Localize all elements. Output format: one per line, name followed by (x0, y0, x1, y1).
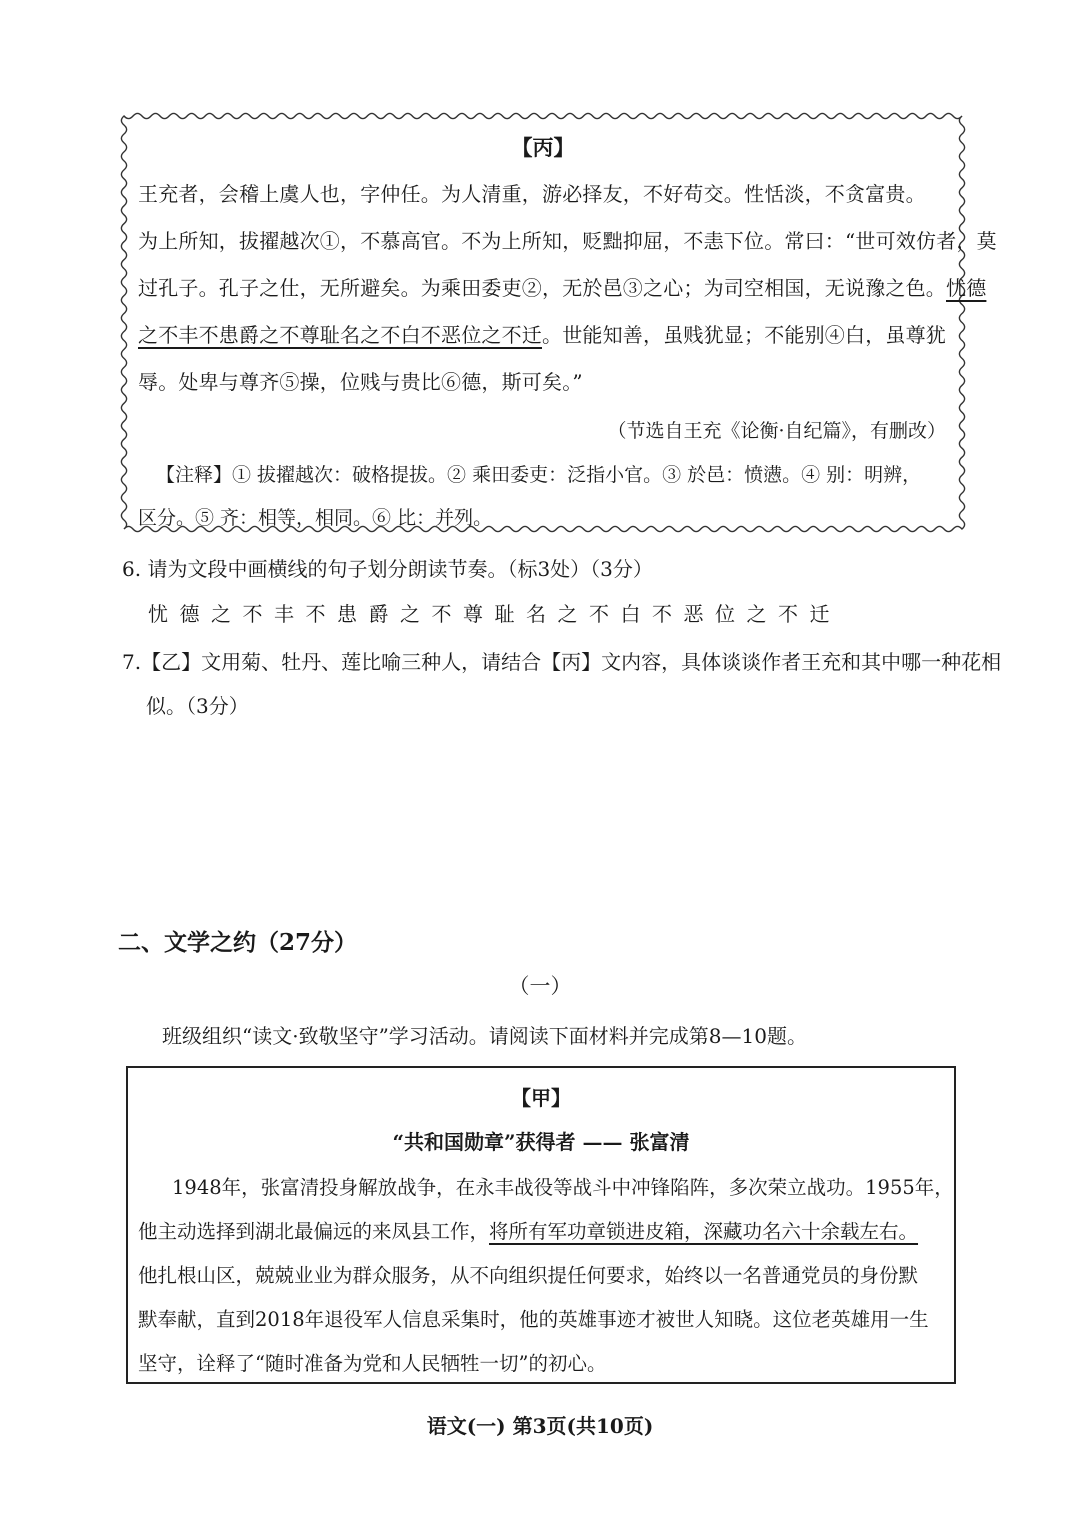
notes-line-1: 【注释】① 拔擢越次：破格提拔。② 乘田委吏：泛指小官。③ 於邑：愤懑。④ 别：明辨， (156, 464, 922, 486)
bing-line-3-text: 过孔子。孔子之仕，无所避矣。为乘田委吏②，无於邑③之心；为司空相国，无说豫之色。 (138, 276, 946, 300)
jia-title: 【甲】 (511, 1086, 571, 1110)
bing-line-3 (138, 272, 986, 301)
bing-passage-box (118, 110, 997, 535)
page-footer: 语文(一) 第3页(共10页) (426, 1414, 654, 1438)
jia-line-1: 1948年，张富清投身解放战争，在永丰战役等战斗中冲锋陷阵，多次荣立战功。1955年， (172, 1176, 954, 1199)
bing-line-2: 为上所知，拔擢越次①，不慕高官。不为上所知，贬黜抑屈，不恚下位。常曰：“世可效仿者，莫 (138, 229, 997, 253)
section-subtitle: （一） (508, 974, 572, 998)
jia-line-2-text: 他主动选择到湖北最偏远的来凤县工作， (138, 1220, 490, 1243)
bing-line-5: 辱。处卑与尊齐⑤操，位贱与贵比⑥德，斯可矣。” (138, 370, 583, 394)
underlined-sentence: 之不丰不患爵之不尊耻名之不白不恶位之不迁 (138, 323, 542, 347)
source-citation: （节选自王充《论衡·自纪篇》，有删改） (607, 420, 946, 442)
bing-line-4 (138, 319, 946, 348)
jia-line-2 (138, 1216, 918, 1244)
section-intro: 班级组织“读文·致敬坚守”学习活动。请阅读下面材料并完成第8—10题。 (162, 1024, 807, 1048)
question-7-line-1: 7.【乙】文用菊、牡丹、莲比喻三种人，请结合【丙】文内容，具体谈谈作者王充和其中哪一种花相 (122, 650, 1002, 674)
bing-line-4-rest: 。世能知善，虽贱犹显；不能别④白，虽尊犹 (542, 323, 946, 347)
underlined-start: 忧德 (946, 276, 987, 300)
question-6: 6. 请为文段中画横线的句子划分朗读节奏。（标3处）（3分） (122, 557, 653, 581)
section-title: 二、文学之约（27分） (118, 929, 358, 956)
notes-line-2: 区分。⑤ 齐：相等，相同。⑥ 比：并列。 (138, 507, 493, 529)
jia-line-4: 默奉献，直到2018年退役军人信息采集时，他的英雄事迹才被世人知晓。这位老英雄用一生 (138, 1308, 929, 1331)
question-7-line-2: 似。（3分） (146, 694, 249, 718)
jia-line-3: 他扎根山区，兢兢业业为群众服务，从不向组织提任何要求，始终以一名普通党员的身份默 (138, 1264, 919, 1287)
jia-underlined-phrase: 将所有军功章锁进皮箱，深藏功名六十余载左右。 (489, 1220, 919, 1243)
jia-material-box (126, 1066, 956, 1384)
bing-line-1: 王充者，会稽上虞人也，字仲任。为人清重，游必择友，不好苟交。性恬淡，不贪富贵。 (138, 182, 926, 206)
jia-subtitle: “共和国勋章”获得者 —— 张富清 (392, 1130, 690, 1154)
question-6-sentence: 忧德之不丰不患爵之不尊耻名之不白不恶位之不迁 (148, 602, 841, 626)
bing-title: 【丙】 (511, 135, 575, 160)
jia-line-5: 坚守，诠释了“随时准备为党和人民牺牲一切”的初心。 (138, 1352, 607, 1375)
